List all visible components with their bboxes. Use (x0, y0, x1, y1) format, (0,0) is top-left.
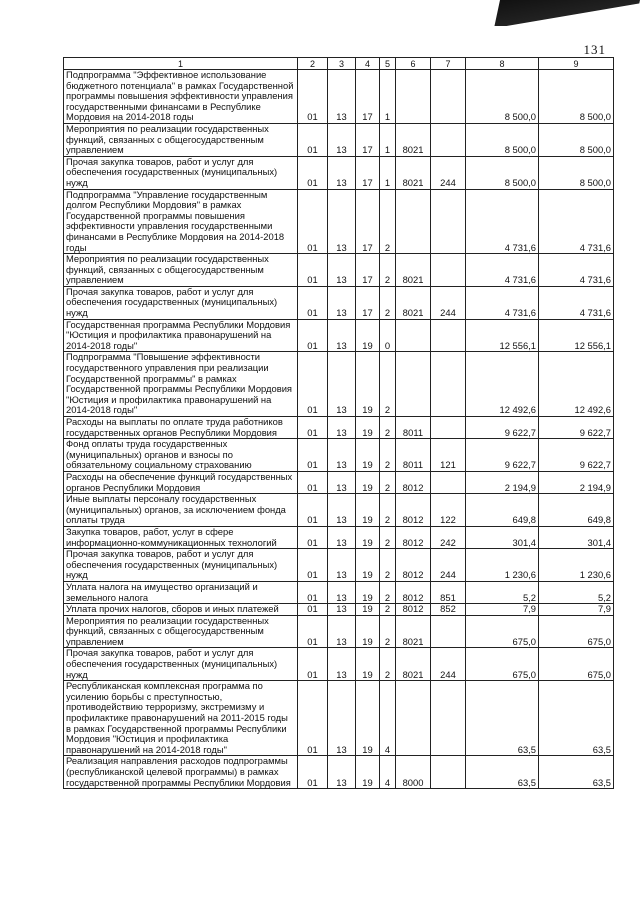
amount-cell: 4 731,6 (466, 189, 539, 254)
amount-total-cell: 7,9 (539, 604, 614, 616)
amount-cell: 8 500,0 (466, 70, 539, 124)
amount-cell: 2 194,9 (466, 471, 539, 493)
section-code-cell: 01 (298, 526, 328, 548)
item-name-cell: Мероприятия по реализации государственных функций, связанных с общегосударственным управлением (64, 615, 298, 648)
amount-total-cell: 301,4 (539, 526, 614, 548)
subsection-code-cell: 13 (328, 471, 356, 493)
section-code-cell: 01 (298, 494, 328, 527)
program-code-cell: 19 (356, 615, 380, 648)
amount-total-cell: 4 731,6 (539, 254, 614, 287)
header-cell: 5 (380, 58, 396, 70)
amount-cell: 12 492,6 (466, 352, 539, 417)
table-row (64, 439, 614, 472)
item-name-cell: Прочая закупка товаров, работ и услуг для обеспечения государственных (муниципальных) нужд (64, 156, 298, 189)
program-code-cell: 17 (356, 123, 380, 156)
amount-cell: 1 230,6 (466, 549, 539, 582)
amount-total-cell: 9 622,7 (539, 417, 614, 439)
subsection-code-cell: 13 (328, 581, 356, 603)
table-row (64, 494, 614, 527)
subsection-code-cell: 13 (328, 526, 356, 548)
table-row (64, 189, 614, 254)
program-code-cell: 19 (356, 471, 380, 493)
section-code-cell: 01 (298, 604, 328, 616)
direction-code-cell: 8011 (396, 417, 431, 439)
subprogram-code-cell: 0 (380, 319, 396, 352)
item-name-cell: Прочая закупка товаров, работ и услуг для обеспечения государственных (муниципальных) нужд (64, 648, 298, 681)
amount-cell: 63,5 (466, 681, 539, 756)
subprogram-code-cell: 2 (380, 286, 396, 319)
direction-code-cell (396, 70, 431, 124)
direction-code-cell (396, 681, 431, 756)
subsection-code-cell: 13 (328, 604, 356, 616)
subprogram-code-cell: 2 (380, 189, 396, 254)
scan-edge-mark (494, 0, 640, 26)
program-code-cell: 19 (356, 604, 380, 616)
program-code-cell: 19 (356, 549, 380, 582)
table-row (64, 615, 614, 648)
item-name-cell: Расходы на обеспечение функций государственных органов Республики Мордовия (64, 471, 298, 493)
program-code-cell: 19 (356, 494, 380, 527)
table-row (64, 681, 614, 756)
amount-cell: 4 731,6 (466, 286, 539, 319)
subprogram-code-cell: 2 (380, 254, 396, 287)
subsection-code-cell: 13 (328, 156, 356, 189)
expense-type-cell: 244 (431, 549, 466, 582)
direction-code-cell (396, 352, 431, 417)
direction-code-cell (396, 319, 431, 352)
amount-total-cell: 4 731,6 (539, 286, 614, 319)
table-row (64, 648, 614, 681)
direction-code-cell: 8021 (396, 615, 431, 648)
program-code-cell: 19 (356, 439, 380, 472)
section-code-cell: 01 (298, 681, 328, 756)
expense-type-cell (431, 352, 466, 417)
table-header-row (64, 58, 614, 70)
table-row (64, 417, 614, 439)
direction-code-cell: 8021 (396, 254, 431, 287)
program-code-cell: 17 (356, 286, 380, 319)
item-name-cell: Реализация направления расходов подпрограммы (республиканской целевой программы) в рамках государственной программы Республики Мордовия (64, 756, 298, 789)
item-name-cell: Мероприятия по реализации государственных функций, связанных с общегосударственным управлением (64, 254, 298, 287)
expense-type-cell (431, 123, 466, 156)
subsection-code-cell: 13 (328, 70, 356, 124)
expense-type-cell (431, 615, 466, 648)
table-row (64, 254, 614, 287)
section-code-cell: 01 (298, 471, 328, 493)
subsection-code-cell: 13 (328, 756, 356, 789)
amount-total-cell: 5,2 (539, 581, 614, 603)
section-code-cell: 01 (298, 581, 328, 603)
section-code-cell: 01 (298, 417, 328, 439)
section-code-cell: 01 (298, 439, 328, 472)
section-code-cell: 01 (298, 615, 328, 648)
amount-total-cell: 675,0 (539, 615, 614, 648)
direction-code-cell: 8012 (396, 549, 431, 582)
amount-total-cell: 63,5 (539, 681, 614, 756)
program-code-cell: 17 (356, 189, 380, 254)
amount-total-cell: 12 492,6 (539, 352, 614, 417)
table-row (64, 123, 614, 156)
table-row (64, 352, 614, 417)
subsection-code-cell: 13 (328, 417, 356, 439)
program-code-cell: 19 (356, 648, 380, 681)
item-name-cell: Фонд оплаты труда государственных (муниципальных) органов и взносы по обязательному социальному страхованию (64, 439, 298, 472)
amount-cell: 63,5 (466, 756, 539, 789)
subprogram-code-cell: 4 (380, 681, 396, 756)
amount-total-cell: 9 622,7 (539, 439, 614, 472)
subprogram-code-cell: 2 (380, 352, 396, 417)
section-code-cell: 01 (298, 648, 328, 681)
section-code-cell: 01 (298, 756, 328, 789)
table-row (64, 286, 614, 319)
program-code-cell: 17 (356, 254, 380, 287)
amount-cell: 8 500,0 (466, 156, 539, 189)
direction-code-cell: 8012 (396, 471, 431, 493)
table-row (64, 549, 614, 582)
amount-total-cell: 63,5 (539, 756, 614, 789)
header-cell: 3 (328, 58, 356, 70)
item-name-cell: Иные выплаты персоналу государственных (муниципальных) органов, за исключением фонда оплаты труда (64, 494, 298, 527)
page-number: 131 (583, 42, 606, 57)
amount-cell: 4 731,6 (466, 254, 539, 287)
program-code-cell: 19 (356, 756, 380, 789)
table-row (64, 156, 614, 189)
table-row (64, 70, 614, 124)
section-code-cell: 01 (298, 70, 328, 124)
amount-total-cell: 649,8 (539, 494, 614, 527)
section-code-cell: 01 (298, 352, 328, 417)
header-cell: 8 (466, 58, 539, 70)
expense-type-cell: 242 (431, 526, 466, 548)
header-cell: 7 (431, 58, 466, 70)
subsection-code-cell: 13 (328, 319, 356, 352)
amount-cell: 12 556,1 (466, 319, 539, 352)
expense-type-cell: 244 (431, 156, 466, 189)
item-name-cell: Подпрограмма "Управление государственным долгом Республики Мордовия" в рамках Государственной программы повышения эффективности управления государственными финансами в Республике Мордовия на 2014-2018 годы (64, 189, 298, 254)
expense-type-cell (431, 189, 466, 254)
direction-code-cell: 8000 (396, 756, 431, 789)
budget-table (63, 57, 614, 789)
amount-cell: 649,8 (466, 494, 539, 527)
table-row (64, 581, 614, 603)
header-cell: 4 (356, 58, 380, 70)
table-row (64, 319, 614, 352)
direction-code-cell: 8012 (396, 581, 431, 603)
amount-cell: 8 500,0 (466, 123, 539, 156)
item-name-cell: Уплата прочих налогов, сборов и иных платежей (64, 604, 298, 616)
amount-cell: 9 622,7 (466, 439, 539, 472)
program-code-cell: 19 (356, 352, 380, 417)
program-code-cell: 19 (356, 319, 380, 352)
subsection-code-cell: 13 (328, 189, 356, 254)
expense-type-cell: 244 (431, 648, 466, 681)
subsection-code-cell: 13 (328, 681, 356, 756)
program-code-cell: 19 (356, 581, 380, 603)
header-cell: 2 (298, 58, 328, 70)
amount-total-cell: 675,0 (539, 648, 614, 681)
subprogram-code-cell: 2 (380, 615, 396, 648)
subprogram-code-cell: 2 (380, 439, 396, 472)
subprogram-code-cell: 2 (380, 549, 396, 582)
item-name-cell: Уплата налога на имущество организаций и земельного налога (64, 581, 298, 603)
section-code-cell: 01 (298, 549, 328, 582)
subprogram-code-cell: 2 (380, 648, 396, 681)
subsection-code-cell: 13 (328, 123, 356, 156)
expense-type-cell (431, 319, 466, 352)
item-name-cell: Подпрограмма "Повышение эффективности государственного управления при реализации Государственной программы" в рамках Государственной программы Республики Мордовия "Юстиция и профилактика правонарушений на 2014-2018 годы" (64, 352, 298, 417)
expense-type-cell (431, 681, 466, 756)
table-row (64, 471, 614, 493)
amount-total-cell: 1 230,6 (539, 549, 614, 582)
header-cell: 6 (396, 58, 431, 70)
expense-type-cell: 121 (431, 439, 466, 472)
subprogram-code-cell: 2 (380, 417, 396, 439)
expense-type-cell (431, 417, 466, 439)
subsection-code-cell: 13 (328, 439, 356, 472)
expense-type-cell (431, 70, 466, 124)
subprogram-code-cell: 2 (380, 604, 396, 616)
item-name-cell: Прочая закупка товаров, работ и услуг для обеспечения государственных (муниципальных) нужд (64, 549, 298, 582)
amount-cell: 675,0 (466, 615, 539, 648)
subprogram-code-cell: 1 (380, 70, 396, 124)
expense-type-cell: 122 (431, 494, 466, 527)
program-code-cell: 17 (356, 70, 380, 124)
item-name-cell: Расходы на выплаты по оплате труда работников государственных органов Республики Мордовия (64, 417, 298, 439)
table-row (64, 604, 614, 616)
subsection-code-cell: 13 (328, 494, 356, 527)
program-code-cell: 19 (356, 681, 380, 756)
amount-cell: 5,2 (466, 581, 539, 603)
amount-total-cell: 8 500,0 (539, 156, 614, 189)
direction-code-cell: 8021 (396, 286, 431, 319)
expense-type-cell (431, 756, 466, 789)
amount-cell: 7,9 (466, 604, 539, 616)
expense-type-cell (431, 254, 466, 287)
subsection-code-cell: 13 (328, 286, 356, 319)
subsection-code-cell: 13 (328, 254, 356, 287)
item-name-cell: Мероприятия по реализации государственных функций, связанных с общегосударственным управлением (64, 123, 298, 156)
item-name-cell: Прочая закупка товаров, работ и услуг для обеспечения государственных (муниципальных) нужд (64, 286, 298, 319)
direction-code-cell: 8012 (396, 494, 431, 527)
direction-code-cell: 8021 (396, 123, 431, 156)
item-name-cell: Подпрограмма "Эффективное использование бюджетного потенциала" в рамках Государственной программы повышения эффективности управления государственными финансами в Республике Мордовия на 2014-2018 годы (64, 70, 298, 124)
header-cell: 9 (539, 58, 614, 70)
subprogram-code-cell: 2 (380, 581, 396, 603)
subsection-code-cell: 13 (328, 549, 356, 582)
subsection-code-cell: 13 (328, 615, 356, 648)
section-code-cell: 01 (298, 286, 328, 319)
header-cell: 1 (64, 58, 298, 70)
expense-type-cell (431, 471, 466, 493)
amount-cell: 301,4 (466, 526, 539, 548)
expense-type-cell: 852 (431, 604, 466, 616)
direction-code-cell: 8012 (396, 604, 431, 616)
amount-total-cell: 2 194,9 (539, 471, 614, 493)
item-name-cell: Закупка товаров, работ, услуг в сфере информационно-коммуникационных технологий (64, 526, 298, 548)
subprogram-code-cell: 2 (380, 494, 396, 527)
subprogram-code-cell: 2 (380, 526, 396, 548)
subprogram-code-cell: 2 (380, 471, 396, 493)
amount-total-cell: 12 556,1 (539, 319, 614, 352)
item-name-cell: Государственная программа Республики Мордовия "Юстиция и профилактика правонарушений на 2014-2018 годы" (64, 319, 298, 352)
amount-cell: 9 622,7 (466, 417, 539, 439)
section-code-cell: 01 (298, 254, 328, 287)
expense-type-cell: 244 (431, 286, 466, 319)
section-code-cell: 01 (298, 189, 328, 254)
section-code-cell: 01 (298, 123, 328, 156)
amount-total-cell: 8 500,0 (539, 123, 614, 156)
direction-code-cell: 8021 (396, 156, 431, 189)
section-code-cell: 01 (298, 319, 328, 352)
subprogram-code-cell: 1 (380, 156, 396, 189)
program-code-cell: 19 (356, 526, 380, 548)
amount-cell: 675,0 (466, 648, 539, 681)
subprogram-code-cell: 4 (380, 756, 396, 789)
direction-code-cell: 8011 (396, 439, 431, 472)
section-code-cell: 01 (298, 156, 328, 189)
direction-code-cell: 8021 (396, 648, 431, 681)
direction-code-cell: 8012 (396, 526, 431, 548)
program-code-cell: 17 (356, 156, 380, 189)
amount-total-cell: 4 731,6 (539, 189, 614, 254)
subsection-code-cell: 13 (328, 648, 356, 681)
direction-code-cell (396, 189, 431, 254)
subprogram-code-cell: 1 (380, 123, 396, 156)
table-row (64, 526, 614, 548)
program-code-cell: 19 (356, 417, 380, 439)
expense-type-cell: 851 (431, 581, 466, 603)
item-name-cell: Республиканская комплексная программа по усилению борьбы с преступностью, противодействию терроризму, экстремизму и профилактике правонарушений на 2011-2015 годы в рамках Государственной программы Республики Мордовия "Юстиция и профилактика правонарушений на 2014-2018 годы" (64, 681, 298, 756)
amount-total-cell: 8 500,0 (539, 70, 614, 124)
subsection-code-cell: 13 (328, 352, 356, 417)
table-row (64, 756, 614, 789)
